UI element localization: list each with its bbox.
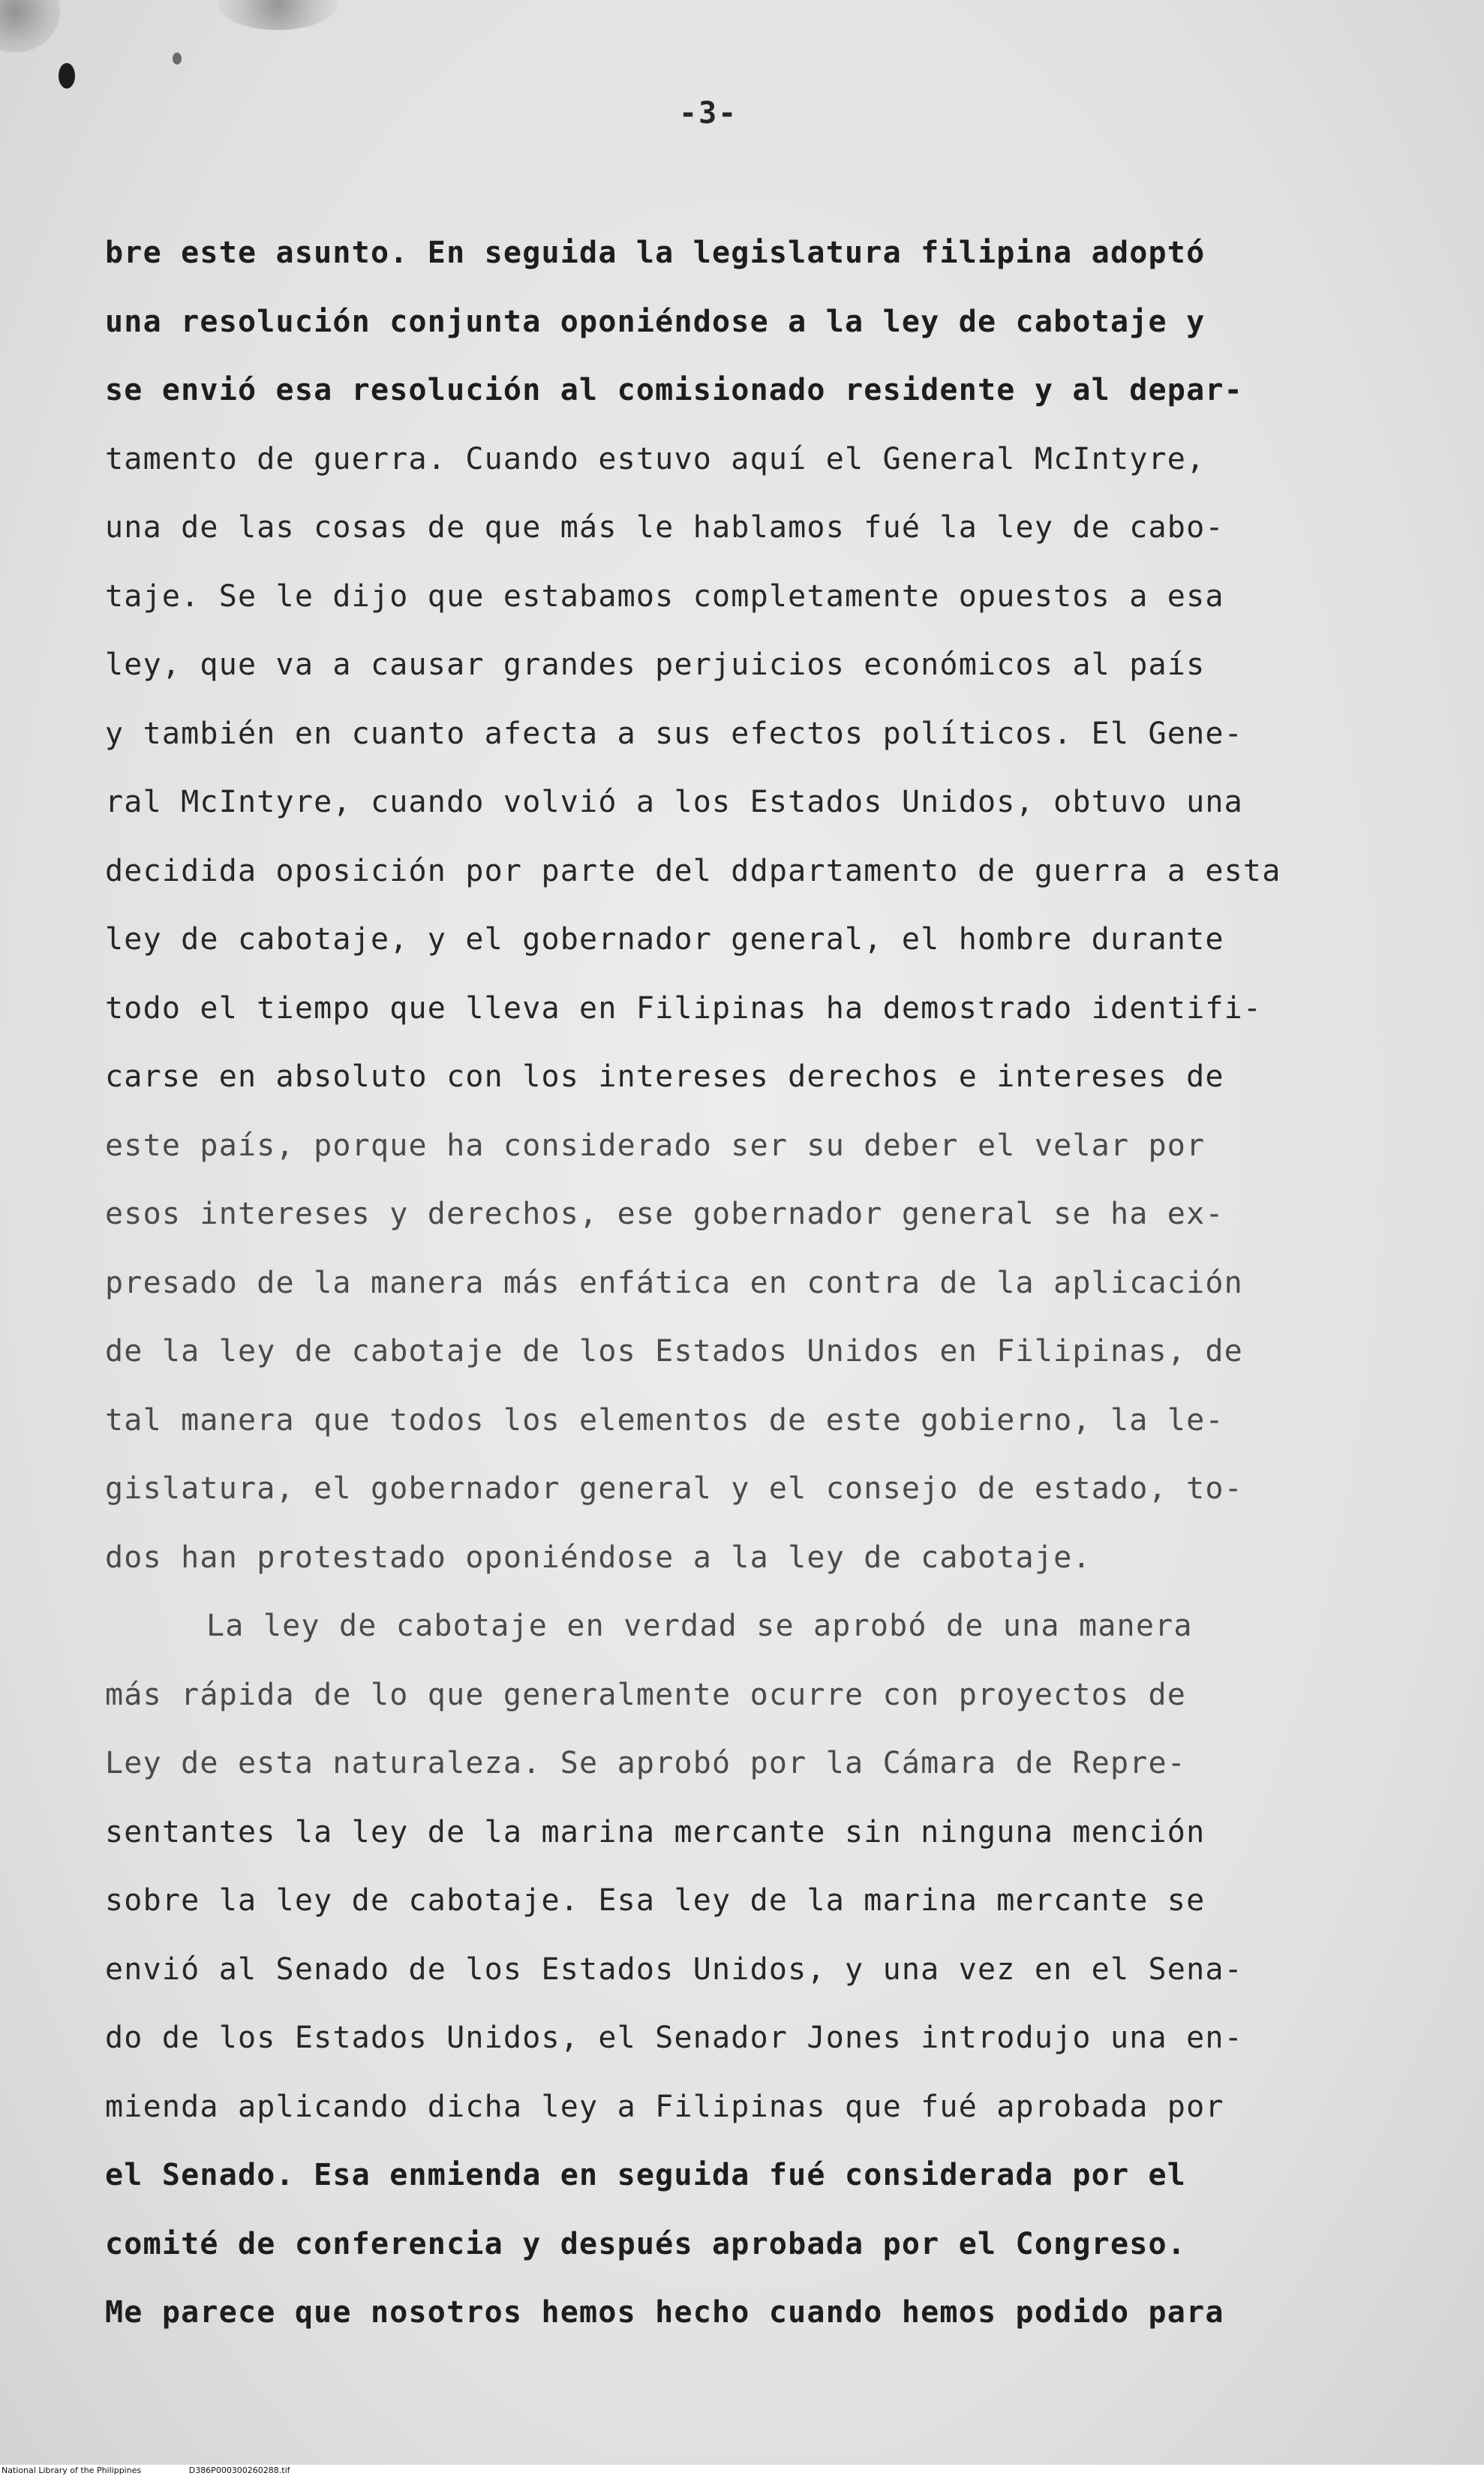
text-line: presado de la manera más enfática en contra de la aplicación <box>105 1265 1243 1300</box>
text-line: do de los Estados Unidos, el Senador Jones introdujo una en- <box>105 2021 1243 2055</box>
text-line: carse en absoluto con los intereses derechos e intereses de <box>105 1059 1224 1094</box>
text-line: tamento de guerra. Cuando estuvo aquí el General McIntyre, <box>105 441 1206 476</box>
text-line: La ley de cabotaje en verdad se aprobó de una manera <box>206 1609 1193 1643</box>
text-line: sentantes la ley de la marina mercante sin ninguna mención <box>105 1814 1206 1849</box>
corner-stain <box>0 0 60 53</box>
text-line: decidida oposición por parte del ddpartamento de guerra a esta <box>105 853 1281 888</box>
punch-mark <box>173 53 182 65</box>
text-line: gislatura, el gobernador general y el consejo de estado, to- <box>105 1471 1243 1506</box>
text-line: una de las cosas de que más le hablamos fué la ley de cabo- <box>105 510 1224 545</box>
library-credit: National Library of the Philippines <box>2 2465 142 2475</box>
text-line: Me parece que nosotros hemos hecho cuando hemos podido para <box>105 2295 1224 2330</box>
text-line: el Senado. Esa enmienda en seguida fué considerada por el <box>105 2158 1187 2192</box>
text-line: esos intereses y derechos, ese gobernador general se ha ex- <box>105 1197 1224 1231</box>
file-name: D386P000300260288.tif <box>188 2465 290 2475</box>
text-line: ley de cabotaje, y el gobernador general, el hombre durante <box>105 922 1224 957</box>
text-line: sobre la ley de cabotaje. Esa ley de la marina mercante se <box>105 1883 1206 1918</box>
text-line: y también en cuanto afecta a sus efectos políticos. El Gene- <box>105 716 1243 751</box>
text-line: bre este asunto. En seguida la legislatura filipina adoptó <box>105 236 1206 270</box>
text-line: ral McIntyre, cuando volvió a los Estados Unidos, obtuvo una <box>105 785 1243 819</box>
text-line: envió al Senado de los Estados Unidos, y una vez en el Sena- <box>105 1952 1243 1987</box>
text-line: se envió esa resolución al comisionado residente y al depar- <box>105 373 1243 407</box>
text-line: mienda aplicando dicha ley a Filipinas que fué aprobada por <box>105 2089 1224 2124</box>
scan-footer <box>0 2465 1484 2476</box>
text-line: tal manera que todos los elementos de este gobierno, la le- <box>105 1402 1224 1438</box>
text-line: de la ley de cabotaje de los Estados Unidos en Filipinas, de <box>105 1334 1243 1369</box>
page-number: -3- <box>679 96 738 131</box>
text-line: ley, que va a causar grandes perjuicios económicos al país <box>105 648 1206 682</box>
text-line: Ley de esta naturaleza. Se aprobó por la Cámara de Repre- <box>105 1746 1187 1780</box>
corner-stain <box>218 0 338 30</box>
text-line: dos han protestado oponiéndose a la ley de cabotaje. <box>105 1540 1092 1575</box>
punch-mark <box>59 63 75 89</box>
text-line: este país, porque ha considerado ser su deber el velar por <box>105 1128 1206 1163</box>
document-body <box>105 219 1395 2348</box>
text-line: una resolución conjunta oponiéndose a la ley de cabotaje y <box>105 304 1206 339</box>
text-line: más rápida de lo que generalmente ocurre con proyectos de <box>105 1677 1187 1712</box>
text-line: taje. Se le dijo que estabamos completamente opuestos a esa <box>105 578 1224 614</box>
text-line: comité de conferencia y después aprobada por el Congreso. <box>105 2226 1187 2261</box>
text-line: todo el tiempo que lleva en Filipinas ha demostrado identifi- <box>105 990 1263 1026</box>
